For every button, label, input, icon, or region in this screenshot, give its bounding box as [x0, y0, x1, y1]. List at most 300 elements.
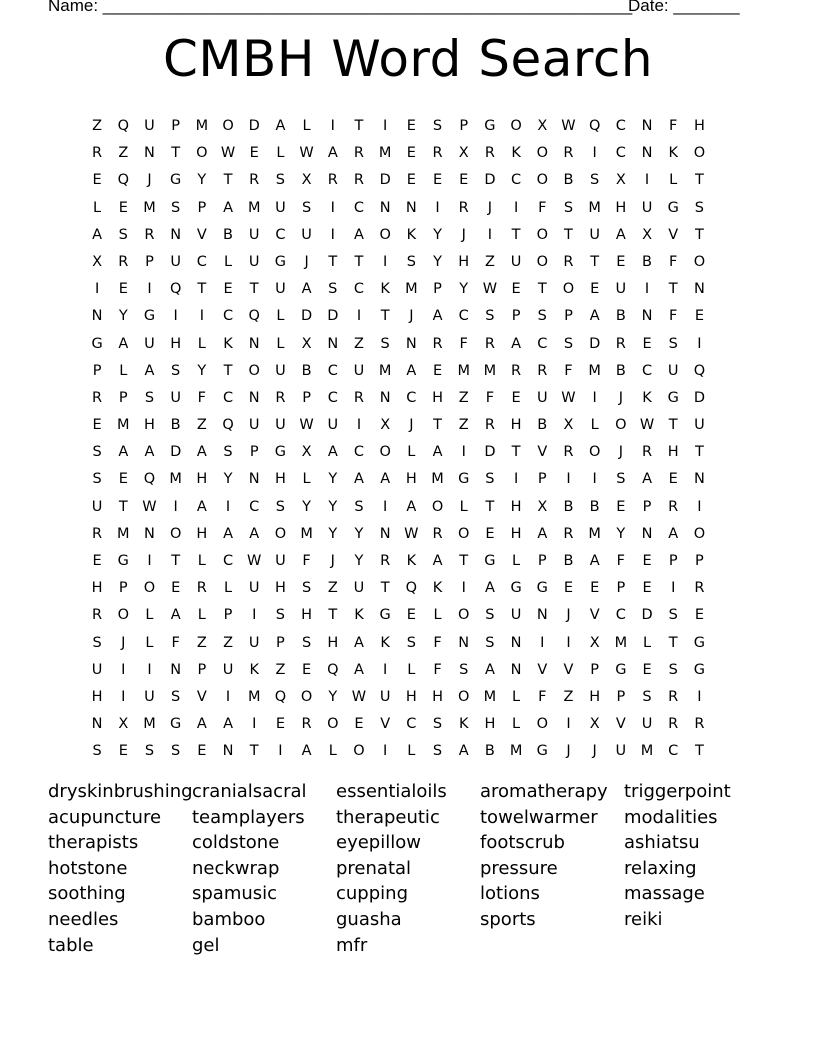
grid-letter[interactable]: E	[668, 471, 678, 488]
grid-letter[interactable]: R	[668, 688, 679, 705]
grid-letter[interactable]: I	[513, 471, 519, 488]
grid-letter[interactable]: A	[668, 525, 679, 542]
grid-letter[interactable]: K	[354, 607, 364, 624]
grid-letter[interactable]: U	[536, 389, 548, 406]
grid-letter[interactable]: G	[693, 634, 706, 651]
grid-letter[interactable]: F	[459, 335, 468, 352]
grid-letter[interactable]: W	[299, 145, 314, 162]
grid-letter[interactable]: I	[566, 471, 571, 488]
grid-letter[interactable]: I	[644, 172, 650, 189]
grid-letter[interactable]: K	[458, 716, 469, 733]
grid-letter[interactable]: A	[484, 661, 495, 678]
grid-letter[interactable]: E	[590, 281, 600, 298]
grid-letter[interactable]: V	[668, 226, 679, 243]
grid-letter[interactable]: N	[510, 634, 522, 651]
grid-letter[interactable]: E	[92, 172, 102, 189]
grid-letter[interactable]: I	[147, 661, 152, 678]
grid-letter[interactable]: O	[536, 226, 548, 243]
grid-letter[interactable]: Y	[328, 525, 338, 542]
grid-letter[interactable]: R	[275, 389, 286, 406]
grid-letter[interactable]: R	[563, 253, 574, 270]
grid-letter[interactable]: R	[196, 580, 207, 597]
grid-letter[interactable]: T	[459, 553, 469, 569]
grid-letter[interactable]: L	[512, 553, 521, 569]
grid-letter[interactable]: I	[697, 335, 702, 352]
grid-letter[interactable]: A	[432, 553, 443, 569]
grid-letter[interactable]: H	[615, 199, 627, 216]
grid-letter[interactable]: I	[487, 226, 493, 243]
grid-letter[interactable]: F	[197, 389, 207, 406]
grid-letter[interactable]: E	[406, 145, 416, 162]
grid-letter[interactable]: J	[461, 226, 466, 243]
grid-letter[interactable]: R	[249, 172, 260, 189]
grid-letter[interactable]: N	[693, 281, 705, 298]
grid-letter[interactable]: L	[459, 498, 468, 515]
grid-letter[interactable]: C	[406, 389, 417, 406]
grid-letter[interactable]: A	[196, 498, 207, 515]
grid-letter[interactable]: U	[353, 362, 365, 379]
grid-letter[interactable]: S	[275, 498, 286, 515]
grid-letter[interactable]: S	[171, 743, 181, 760]
grid-letter[interactable]: R	[563, 145, 574, 162]
grid-letter[interactable]: C	[327, 389, 338, 406]
grid-letter[interactable]: O	[222, 118, 234, 134]
grid-letter[interactable]: P	[118, 389, 128, 406]
grid-letter[interactable]: C	[196, 253, 207, 270]
grid-letter[interactable]: G	[484, 118, 496, 134]
grid-letter[interactable]: Z	[118, 145, 129, 162]
grid-letter[interactable]: U	[510, 253, 522, 270]
grid-letter[interactable]: I	[671, 580, 676, 597]
grid-letter[interactable]: V	[196, 226, 207, 243]
grid-letter[interactable]: M	[300, 525, 313, 542]
grid-letter[interactable]: F	[485, 389, 495, 406]
grid-letter[interactable]: G	[458, 471, 470, 488]
grid-letter[interactable]: U	[615, 281, 627, 298]
grid-letter[interactable]: I	[252, 716, 257, 733]
grid-letter[interactable]: C	[327, 362, 338, 379]
grid-letter[interactable]: P	[92, 362, 102, 379]
grid-letter[interactable]: Q	[274, 688, 287, 705]
grid-letter[interactable]: I	[461, 444, 466, 461]
grid-letter[interactable]: A	[354, 661, 364, 678]
grid-letter[interactable]: U	[694, 417, 705, 434]
grid-letter[interactable]: I	[383, 253, 388, 270]
grid-letter[interactable]: U	[327, 417, 339, 434]
grid-letter[interactable]: K	[406, 226, 417, 243]
grid-letter[interactable]: T	[223, 362, 233, 379]
grid-letter[interactable]: S	[563, 335, 574, 352]
grid-letter[interactable]: I	[383, 498, 388, 515]
grid-letter[interactable]: R	[458, 199, 469, 216]
grid-letter[interactable]: U	[301, 226, 312, 243]
grid-letter[interactable]: H	[196, 525, 208, 542]
grid-letter[interactable]: Z	[196, 634, 207, 651]
grid-letter[interactable]: S	[432, 716, 443, 733]
grid-letter[interactable]: F	[171, 634, 180, 651]
grid-letter[interactable]: O	[562, 281, 575, 298]
grid-letter[interactable]: S	[432, 118, 443, 134]
grid-letter[interactable]: Q	[588, 118, 601, 134]
grid-letter[interactable]: G	[379, 607, 391, 624]
grid-letter[interactable]: U	[510, 607, 522, 624]
grid-letter[interactable]: O	[536, 145, 548, 162]
grid-letter[interactable]: L	[223, 253, 233, 270]
grid-letter[interactable]: I	[513, 199, 519, 216]
grid-letter[interactable]: H	[510, 525, 522, 542]
grid-letter[interactable]: W	[404, 525, 419, 542]
grid-letter[interactable]: E	[590, 580, 600, 597]
grid-letter[interactable]: T	[694, 226, 704, 243]
grid-letter[interactable]: A	[589, 553, 600, 569]
grid-letter[interactable]: P	[616, 688, 626, 705]
grid-letter[interactable]: E	[171, 580, 181, 597]
grid-letter[interactable]: I	[592, 145, 597, 162]
grid-letter[interactable]: C	[275, 226, 286, 243]
grid-letter[interactable]: N	[405, 335, 417, 352]
grid-letter[interactable]: O	[536, 253, 548, 270]
grid-letter[interactable]: H	[91, 580, 103, 597]
grid-letter[interactable]: I	[330, 199, 335, 216]
grid-letter[interactable]: B	[563, 498, 574, 515]
grid-letter[interactable]: L	[276, 335, 285, 352]
grid-letter[interactable]: E	[354, 716, 364, 733]
grid-letter[interactable]: S	[406, 253, 416, 270]
grid-letter[interactable]: A	[327, 444, 338, 461]
grid-letter[interactable]: P	[302, 389, 311, 406]
grid-letter[interactable]: A	[223, 716, 233, 733]
grid-letter[interactable]: G	[536, 743, 548, 760]
grid-letter[interactable]: G	[667, 389, 679, 406]
grid-letter[interactable]: S	[485, 308, 495, 325]
grid-letter[interactable]: M	[588, 362, 601, 379]
grid-letter[interactable]: P	[668, 553, 678, 569]
grid-letter[interactable]: L	[276, 145, 285, 162]
grid-letter[interactable]: O	[274, 525, 287, 542]
grid-letter[interactable]: E	[118, 199, 128, 216]
grid-letter[interactable]: S	[301, 634, 312, 651]
grid-letter[interactable]: R	[92, 607, 103, 624]
grid-letter[interactable]: Y	[197, 362, 207, 379]
grid-letter[interactable]: T	[328, 253, 338, 270]
grid-letter[interactable]: M	[614, 634, 628, 651]
grid-letter[interactable]: M	[431, 471, 444, 488]
grid-letter[interactable]: O	[588, 444, 601, 461]
grid-letter[interactable]: E	[563, 580, 574, 597]
grid-letter[interactable]: O	[693, 253, 706, 270]
grid-letter[interactable]: B	[484, 743, 495, 760]
grid-letter[interactable]: A	[511, 335, 522, 352]
grid-letter[interactable]: M	[457, 362, 470, 379]
grid-letter[interactable]: P	[197, 661, 207, 678]
grid-letter[interactable]: Y	[354, 553, 364, 569]
grid-letter[interactable]: G	[117, 553, 129, 569]
grid-letter[interactable]: M	[169, 471, 182, 488]
grid-letter[interactable]: R	[563, 444, 574, 461]
grid-letter[interactable]: W	[220, 145, 236, 162]
grid-letter[interactable]: L	[328, 743, 337, 760]
grid-letter[interactable]: Q	[169, 281, 182, 298]
grid-letter[interactable]: J	[592, 743, 597, 760]
grid-letter[interactable]: N	[693, 471, 705, 488]
grid-letter[interactable]: E	[406, 172, 416, 189]
grid-letter[interactable]: R	[92, 525, 103, 542]
grid-letter[interactable]: P	[511, 308, 521, 325]
grid-letter[interactable]: Q	[405, 580, 418, 597]
grid-letter[interactable]: M	[483, 362, 497, 379]
grid-letter[interactable]: S	[92, 444, 102, 461]
grid-letter[interactable]: P	[564, 308, 573, 325]
grid-letter[interactable]: D	[170, 444, 182, 461]
grid-letter[interactable]: O	[458, 525, 470, 542]
grid-letter[interactable]: T	[590, 253, 600, 270]
grid-letter[interactable]: N	[91, 716, 103, 733]
grid-letter[interactable]: G	[170, 716, 182, 733]
grid-letter[interactable]: U	[379, 688, 391, 705]
grid-letter[interactable]: I	[592, 471, 597, 488]
grid-letter[interactable]: S	[275, 172, 286, 189]
grid-letter[interactable]: F	[302, 553, 311, 569]
grid-letter[interactable]: D	[484, 172, 496, 189]
grid-letter[interactable]: O	[615, 417, 627, 434]
grid-letter[interactable]: H	[667, 444, 679, 461]
grid-letter[interactable]: F	[433, 634, 442, 651]
grid-letter[interactable]: D	[589, 335, 601, 352]
grid-letter[interactable]: V	[563, 661, 574, 678]
grid-letter[interactable]: F	[669, 253, 678, 270]
grid-letter[interactable]: T	[694, 172, 704, 189]
grid-letter[interactable]: B	[615, 308, 626, 325]
grid-letter[interactable]: V	[589, 607, 600, 624]
grid-letter[interactable]: R	[353, 145, 364, 162]
grid-letter[interactable]: O	[117, 607, 129, 624]
grid-letter[interactable]: M	[378, 145, 392, 162]
grid-letter[interactable]: R	[380, 553, 391, 569]
grid-letter[interactable]: T	[485, 498, 495, 515]
grid-letter[interactable]: N	[641, 525, 653, 542]
grid-letter[interactable]: T	[537, 281, 547, 298]
grid-letter[interactable]: Y	[433, 253, 442, 270]
grid-letter[interactable]: H	[589, 688, 601, 705]
grid-letter[interactable]: U	[248, 580, 260, 597]
grid-letter[interactable]: T	[668, 634, 678, 651]
grid-letter[interactable]: H	[432, 688, 443, 705]
grid-letter[interactable]: Y	[197, 172, 207, 189]
grid-letter[interactable]: B	[170, 417, 181, 434]
grid-letter[interactable]: M	[195, 118, 209, 134]
grid-letter[interactable]: R	[668, 498, 679, 515]
grid-letter[interactable]: W	[639, 417, 655, 434]
grid-letter[interactable]: A	[484, 580, 495, 597]
grid-letter[interactable]: M	[509, 743, 523, 760]
grid-letter[interactable]: S	[563, 199, 574, 216]
grid-letter[interactable]: Y	[433, 226, 442, 243]
grid-letter[interactable]: S	[616, 471, 626, 488]
grid-letter[interactable]: I	[566, 634, 571, 651]
grid-letter[interactable]: K	[249, 661, 259, 678]
grid-letter[interactable]: Z	[275, 661, 286, 678]
grid-letter[interactable]: T	[433, 417, 442, 434]
grid-letter[interactable]: G	[484, 553, 496, 569]
grid-letter[interactable]: L	[433, 607, 442, 624]
grid-letter[interactable]: A	[537, 525, 548, 542]
grid-letter[interactable]: H	[170, 335, 182, 352]
date-field[interactable]: Date: _______	[628, 0, 740, 15]
grid-letter[interactable]: T	[668, 417, 678, 434]
grid-letter[interactable]: H	[693, 118, 705, 134]
grid-letter[interactable]: A	[118, 444, 129, 461]
grid-letter[interactable]: T	[354, 118, 364, 134]
grid-letter[interactable]: O	[143, 580, 156, 597]
grid-letter[interactable]: C	[353, 199, 365, 216]
grid-letter[interactable]: U	[275, 553, 286, 569]
grid-letter[interactable]: P	[537, 471, 547, 488]
grid-letter[interactable]: T	[249, 743, 259, 760]
grid-letter[interactable]: R	[353, 389, 364, 406]
grid-letter[interactable]: C	[249, 498, 260, 515]
grid-letter[interactable]: I	[330, 226, 335, 243]
grid-letter[interactable]: N	[379, 525, 391, 542]
grid-letter[interactable]: F	[433, 661, 442, 678]
grid-letter[interactable]: P	[695, 553, 704, 569]
grid-letter[interactable]: F	[616, 553, 626, 569]
grid-letter[interactable]: P	[197, 199, 207, 216]
grid-letter[interactable]: C	[668, 743, 679, 760]
grid-letter[interactable]: U	[248, 417, 260, 434]
grid-letter[interactable]: S	[406, 634, 416, 651]
grid-letter[interactable]: O	[327, 716, 339, 733]
grid-letter[interactable]: Q	[143, 471, 156, 488]
grid-letter[interactable]: S	[92, 743, 102, 760]
grid-letter[interactable]: J	[566, 743, 571, 760]
grid-letter[interactable]: E	[406, 607, 416, 624]
grid-letter[interactable]: Y	[354, 525, 364, 542]
grid-letter[interactable]: I	[435, 199, 440, 216]
grid-letter[interactable]: C	[615, 607, 626, 624]
grid-letter[interactable]: A	[406, 498, 417, 515]
grid-letter[interactable]: H	[274, 471, 286, 488]
grid-letter[interactable]: N	[248, 335, 260, 352]
grid-letter[interactable]: O	[693, 145, 706, 162]
grid-letter[interactable]: N	[641, 145, 653, 162]
grid-letter[interactable]: S	[171, 362, 181, 379]
grid-letter[interactable]: A	[170, 607, 181, 624]
grid-letter[interactable]: B	[563, 172, 574, 189]
grid-letter[interactable]: U	[615, 743, 627, 760]
grid-letter[interactable]: I	[592, 389, 597, 406]
grid-letter[interactable]: G	[510, 580, 522, 597]
grid-letter[interactable]: E	[275, 716, 285, 733]
grid-letter[interactable]: T	[197, 281, 207, 298]
grid-letter[interactable]: T	[511, 444, 521, 461]
grid-letter[interactable]: S	[118, 226, 128, 243]
grid-letter[interactable]: P	[433, 281, 442, 298]
grid-letter[interactable]: U	[275, 362, 286, 379]
grid-letter[interactable]: H	[91, 688, 103, 705]
grid-letter[interactable]: M	[588, 199, 601, 216]
grid-letter[interactable]: A	[144, 362, 155, 379]
grid-letter[interactable]: G	[91, 335, 103, 352]
grid-letter[interactable]: X	[589, 634, 600, 651]
grid-letter[interactable]: J	[618, 389, 623, 406]
grid-letter[interactable]: N	[144, 145, 155, 162]
grid-letter[interactable]: S	[380, 335, 390, 352]
grid-letter[interactable]: N	[170, 661, 182, 678]
grid-letter[interactable]: S	[223, 444, 233, 461]
grid-letter[interactable]: R	[301, 716, 312, 733]
grid-letter[interactable]: K	[406, 553, 417, 569]
grid-letter[interactable]: Z	[563, 688, 574, 705]
grid-letter[interactable]: E	[223, 281, 233, 298]
grid-letter[interactable]: F	[538, 688, 547, 705]
grid-letter[interactable]: R	[327, 172, 338, 189]
grid-letter[interactable]: P	[616, 580, 626, 597]
grid-letter[interactable]: C	[222, 553, 234, 569]
grid-letter[interactable]: H	[196, 471, 208, 488]
grid-letter[interactable]: M	[378, 362, 392, 379]
grid-letter[interactable]: I	[199, 308, 204, 325]
grid-letter[interactable]: U	[170, 253, 181, 270]
grid-letter[interactable]: F	[564, 362, 573, 379]
grid-letter[interactable]: M	[117, 417, 130, 434]
grid-letter[interactable]: H	[405, 688, 417, 705]
grid-letter[interactable]: X	[118, 716, 129, 733]
grid-letter[interactable]: L	[642, 634, 652, 651]
grid-letter[interactable]: I	[173, 498, 178, 515]
grid-letter[interactable]: J	[409, 308, 414, 325]
grid-letter[interactable]: Y	[302, 498, 312, 515]
grid-letter[interactable]: R	[641, 444, 653, 461]
grid-letter[interactable]: X	[537, 118, 548, 134]
grid-letter[interactable]: U	[248, 253, 260, 270]
grid-letter[interactable]: Z	[92, 118, 103, 134]
grid-letter[interactable]: H	[510, 417, 522, 434]
grid-letter[interactable]: L	[145, 607, 154, 624]
grid-letter[interactable]: T	[668, 281, 678, 298]
grid-letter[interactable]: B	[642, 253, 652, 270]
grid-letter[interactable]: E	[642, 661, 652, 678]
grid-letter[interactable]: Z	[327, 580, 338, 597]
grid-letter[interactable]: P	[145, 253, 154, 270]
grid-letter[interactable]: U	[353, 580, 365, 597]
grid-letter[interactable]: F	[669, 308, 678, 325]
grid-letter[interactable]: S	[328, 281, 338, 298]
grid-letter[interactable]: H	[458, 253, 470, 270]
grid-letter[interactable]: S	[171, 199, 181, 216]
grid-letter[interactable]: U	[275, 417, 286, 434]
grid-letter[interactable]: S	[459, 661, 469, 678]
grid-letter[interactable]: I	[278, 743, 283, 760]
grid-letter[interactable]: N	[327, 335, 339, 352]
grid-letter[interactable]: K	[223, 335, 233, 352]
grid-letter[interactable]: O	[536, 716, 548, 733]
grid-letter[interactable]: J	[566, 607, 571, 624]
grid-letter[interactable]: V	[537, 444, 548, 461]
grid-letter[interactable]: X	[301, 335, 312, 352]
grid-letter[interactable]: O	[248, 362, 260, 379]
grid-letter[interactable]: Z	[223, 634, 233, 651]
grid-letter[interactable]: R	[694, 716, 705, 733]
grid-letter[interactable]: U	[641, 199, 653, 216]
grid-letter[interactable]: I	[225, 498, 231, 515]
grid-letter[interactable]: Y	[118, 308, 128, 325]
grid-letter[interactable]: N	[510, 661, 522, 678]
grid-letter[interactable]: Y	[328, 688, 338, 705]
grid-letter[interactable]: Z	[458, 417, 469, 434]
grid-letter[interactable]: X	[92, 253, 103, 270]
grid-letter[interactable]: D	[248, 118, 260, 134]
grid-letter[interactable]: F	[669, 118, 678, 134]
